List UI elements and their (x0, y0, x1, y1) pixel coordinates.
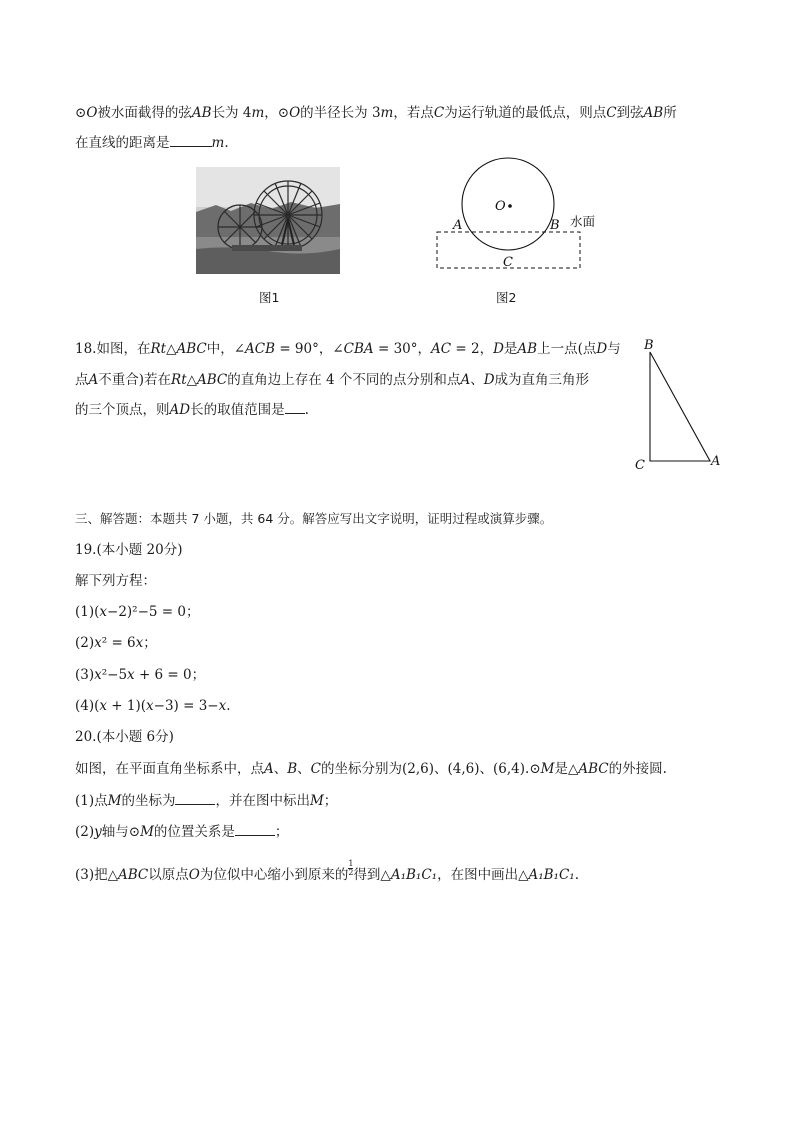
figure-2-circle-diagram (430, 154, 610, 274)
q17-line-1: ⊙O被水面截得的弦AB长为 4m，⊙O的半径长为 3m，若点C为运行轨道的最低点，则点C到弦AB所 (75, 105, 677, 121)
q18-line-1: 18.如图，在Rt△ABC中，∠ACB = 90°，∠CBA = 30°，AC = 2，D是AB上一点(点D与 (75, 341, 621, 357)
figure-1-caption: 图1 (259, 290, 280, 305)
answer-blank[interactable] (285, 401, 305, 414)
label-C: C (503, 255, 513, 270)
q20-part-1: (1)点M的坐标为 ，并在图中标出M； (75, 793, 338, 809)
q20-part-2: (2)y轴与⊙M的位置关系是 ； (75, 824, 289, 840)
section-3-heading: 三、解答题：本题共 7 小题，共 64 分。解答应写出文字说明，证明过程或演算步骤。 (75, 511, 553, 526)
label-B: B (644, 338, 654, 353)
q20-line-1: 如图，在平面直角坐标系中，点A、B、C的坐标分别为(2,6)、(4,6)、(6,4).⊙M是△ABC的外接圆. (75, 761, 667, 777)
q20-title: 20.(本小题 6分) (75, 729, 174, 745)
q19-eq3: (3)𝑥²−5𝑥 + 6 = 0； (75, 667, 206, 683)
q20-part-3: (3)把△ABC以原点O为位似中心缩小到原来的 $\frac{1}{2}$ 得到△A₁B₁C₁，在图中画出△A₁B₁C₁. (75, 859, 580, 883)
label-A: A (711, 454, 721, 469)
label-O: O (495, 199, 506, 214)
q18-line-3: 的三个顶点，则AD长的取值范围是 . (75, 402, 309, 418)
triangle-ABC (650, 352, 710, 461)
label-B: B (550, 218, 560, 233)
label-A: A (453, 218, 463, 233)
q19-eq1: (1)(𝑥−2)²−5 = 0； (75, 604, 200, 620)
center-point (508, 204, 512, 208)
circle-symbol: ⊙ (75, 105, 87, 121)
figure-right-triangle (630, 336, 725, 476)
q19-eq2: (2)𝑥² = 6𝑥； (75, 635, 157, 651)
answer-blank[interactable] (235, 823, 275, 836)
q19-eq4: (4)(𝑥 + 1)(𝑥−3) = 3−𝑥. (75, 698, 231, 714)
fraction-one-half: $\frac{1}{2}$ (348, 859, 354, 877)
figure-1-waterwheel-photo (196, 167, 340, 274)
q18-line-2: 点A不重合)若在Rt△ABC的直角边上存在 4 个不同的点分别和点A、D成为直角三角形 (75, 372, 590, 388)
label-C: C (635, 458, 645, 473)
q19-intro: 解下列方程： (75, 573, 156, 589)
answer-blank[interactable] (170, 134, 212, 147)
label-water: 水面 (570, 214, 596, 229)
q17-line-2: 在直线的距离是 m. (75, 135, 229, 151)
circle-O (462, 158, 554, 250)
answer-blank[interactable] (175, 792, 215, 805)
figure-2-caption: 图2 (496, 290, 517, 305)
q19-title: 19.(本小题 20分) (75, 542, 183, 558)
